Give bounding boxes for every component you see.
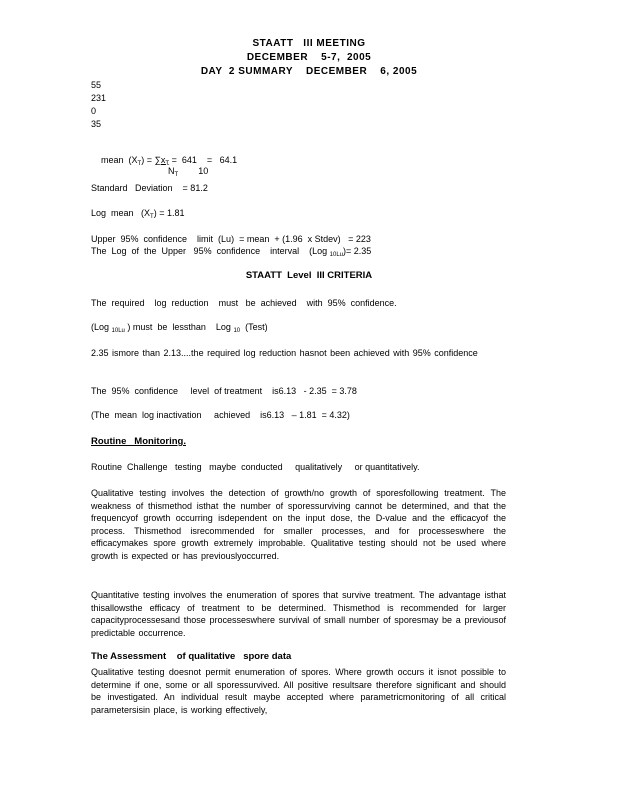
criteria-paragraph: The required log reduction must be achieved with 95% confidence. bbox=[91, 298, 397, 308]
routine-paragraph: Quantitative testing involves the enumeration of spores that survive treatment. The advantage isthat thisallowsthe efficacy of treatment to be determined. Thismethod is recommended for larger capacityprocessesand those processeswhere survival of small number of sporesmay be a previousof predictable occurrence. bbox=[91, 590, 506, 638]
routine-paragraph: Qualitative testing involves the detection of growth/no growth of sporesfollowing treatment. The weakness of thismethod isthat the number of sporessurviving cannot be determined, and that the frequencyof growth occurring isdependent on the input dose, the D-value and the efficacyof the process. Thismethod isrecommended for smaller processes, and for processeswhere the efficacymakes spore growth extremely improbable. Qualitative testing should not be used where growth is expected or has previouslyoccurred. bbox=[91, 488, 506, 561]
criteria-paragraph: (Log $_{10Lu}$ ) must be lessthan Log $_{10}$ (Test) bbox=[91, 322, 268, 334]
criteria-paragraph: (The mean log inactivation achieved is6.13 – 1.81 = 4.32) bbox=[91, 410, 350, 420]
routine-monitoring-heading: Routine Monitoring. bbox=[91, 436, 186, 447]
criteria-paragraph: 2.35 ismore than 2.13....the required log reduction hasnot been achieved with 95% confidence bbox=[91, 348, 478, 358]
value-item: 231 bbox=[91, 93, 107, 103]
day-summary-title: DAY 2 SUMMARY DECEMBER 6, 2005 bbox=[200, 66, 418, 77]
assessment-paragraph: Qualitative testing doesnot permit enumeration of spores. Where growth occurs it isnot possible to determine if one, some or all sporessurvived. All positive resultsare therefore significant and should be investigated. An individual result maybe accepted where parametricmonitoring of all critical parametersisin place, is working effectively, bbox=[91, 667, 506, 715]
criteria-heading: STAATT Level III CRITERIA bbox=[245, 270, 373, 281]
assessment-heading: The Assessment of qualitative spore data bbox=[91, 651, 292, 662]
meeting-dates: DECEMBER 5-7, 2005 bbox=[246, 52, 372, 63]
value-item: 55 bbox=[91, 80, 102, 90]
value-item: 0 bbox=[91, 106, 97, 116]
log-upper-confidence: The Log of the Upper 95% confidence interval (Log $_{10Lu}$)= 2.35 bbox=[91, 246, 372, 258]
mean-denominator: $N_T$ 10 bbox=[168, 166, 209, 178]
standard-deviation: Standard Deviation = 81.2 bbox=[91, 183, 208, 193]
log-mean: Log mean $(X_T) = 1.81$ bbox=[91, 208, 185, 220]
value-item: 35 bbox=[91, 119, 102, 129]
criteria-paragraph: The 95% confidence level of treatment is6.13 - 2.35 = 3.78 bbox=[91, 386, 357, 396]
mean-formula: mean $(X_T) = \sum x_T = 641$ = 64.1 bbox=[101, 155, 238, 167]
upper-confidence-limit: Upper 95% confidence limit (Lu) = mean + (1.96 x Stdev) = 223 bbox=[91, 234, 371, 244]
routine-paragraph: Routine Challenge testing maybe conducted qualitatively or quantitatively. bbox=[91, 462, 420, 472]
meeting-title: STAATT III MEETING bbox=[252, 38, 366, 49]
